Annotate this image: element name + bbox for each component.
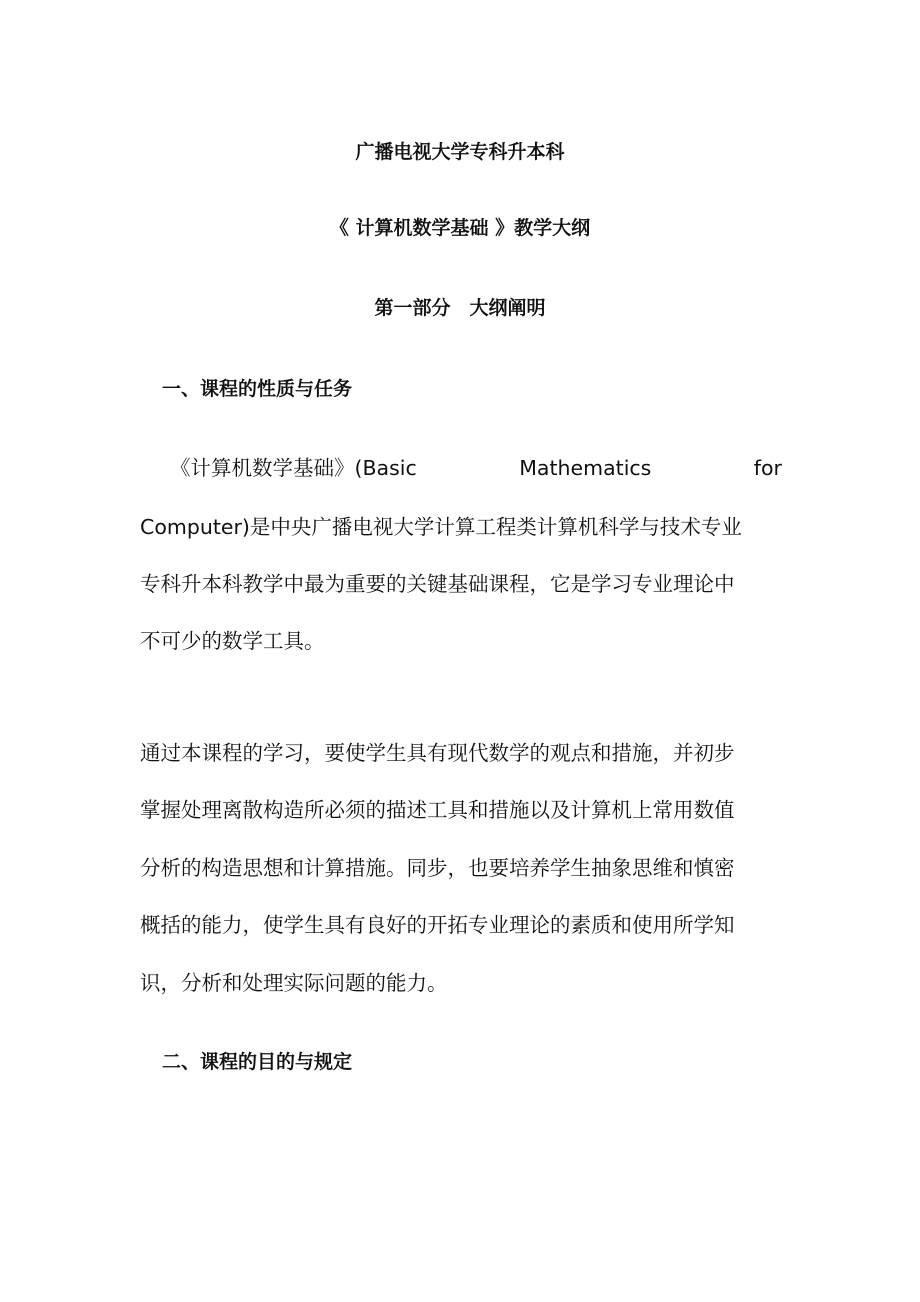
paragraph-line: 专科升本科教学中最为重要的关键基础课程，它是学习专业理论中 <box>140 572 735 596</box>
paragraph-line: 分析的构造思想和计算措施。同步，也要培养学生抽象思维和慎密 <box>140 856 735 880</box>
document-title: 广播电视大学专科升本科 <box>355 141 565 163</box>
paragraph-line: 通过本课程的学习，要使学生具有现代数学的观点和措施，并初步 <box>140 741 735 765</box>
paragraph-line <box>170 455 782 481</box>
section-heading: 二、课程的目的与规定 <box>162 1051 353 1073</box>
section-heading: 一、课程的性质与任务 <box>162 378 353 400</box>
syllabus-title: 《 计算机数学基础 》教学大纲 <box>329 217 591 239</box>
paragraph-line: Computer)是中央广播电视大学计算工程类计算机科学与技术专业 <box>140 515 742 539</box>
text-segment: Mathematics <box>519 456 652 480</box>
part-title: 第一部分 大纲阐明 <box>374 297 546 319</box>
paragraph-line: 概括的能力，使学生具有良好的开拓专业理论的素质和使用所学知 <box>140 913 735 937</box>
paragraph-line: 识，分析和处理实际问题的能力。 <box>140 971 448 995</box>
paragraph-line: 不可少的数学工具。 <box>140 629 325 653</box>
paragraph-line: 掌握处理离散构造所必须的描述工具和措施以及计算机上常用数值 <box>140 798 735 822</box>
text-segment: for <box>753 456 782 480</box>
text-segment: 《计算机数学基础》(Basic <box>170 456 417 480</box>
